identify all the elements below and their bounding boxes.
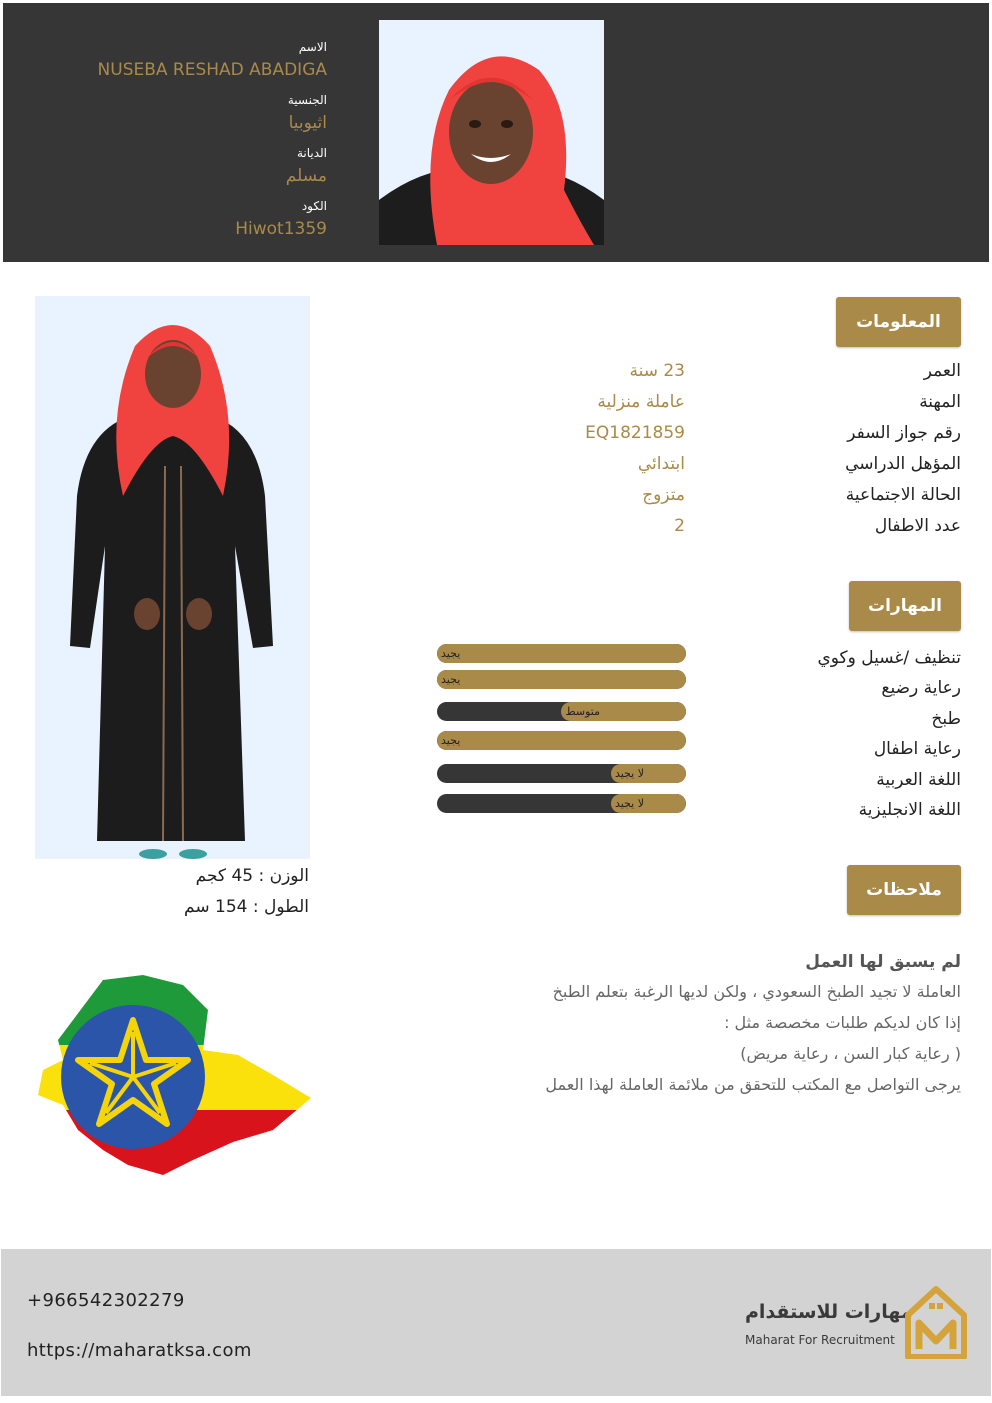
info-value: ابتدائي [637,454,685,474]
skill-label: طبخ [931,709,961,729]
skill-level-text: متوسط [565,705,600,718]
skill-label: رعاية اطفال [873,739,961,759]
info-label: المؤهل الدراسي [845,454,961,474]
skill-level-text: يجيد [441,647,461,660]
info-label: رقم جواز السفر [847,423,961,443]
skill-level-text: يجيد [441,734,461,747]
skill-bar-fill [437,731,686,750]
skill-bar-fill [437,644,686,663]
ethiopia-map-flag-icon [33,970,313,1180]
info-label: الحالة الاجتماعية [845,485,961,505]
info-row-marital [560,485,961,516]
header-fields [3,39,327,251]
nationality-value: اثيوبيا [288,113,327,133]
code-label: الكود [301,199,327,213]
skill-level-text: يجيد [441,673,461,686]
name-label: الاسم [298,40,327,54]
skill-level-text: لا يجيد [614,797,644,810]
skill-bar [437,794,686,813]
info-label: عدد الاطفال [874,516,961,536]
skill-bar [437,702,686,721]
info-row-education [560,454,961,485]
info-value: عاملة منزلية [597,392,685,412]
maharat-logo [743,1285,969,1361]
skill-label: اللغة العربية [876,770,961,790]
notes-section-title: ملاحظات [847,865,961,915]
skill-label: تنظيف /غسيل وكوي [817,648,961,668]
header-banner [3,3,989,262]
skill-bar [437,764,686,783]
religion-label: الديانة [296,146,327,160]
footer [1,1249,991,1396]
skill-label: اللغة الانجليزية [858,800,961,820]
info-value: 23 سنة [629,361,685,381]
skills-section-title: المهارات [849,581,961,631]
portrait-photo [379,20,604,245]
name-value: NUSEBA RESHAD ABADIGA [97,60,327,80]
info-label: العمر [923,361,961,381]
religion-value: مسلم [285,166,327,186]
weight-text: الوزن : 45 كجم [195,866,309,886]
code-value: Hiwot1359 [235,219,327,239]
height-text: الطول : 154 سم [184,897,309,917]
skill-bar [437,670,686,689]
info-row-passport [560,423,961,454]
skill-bar-fill [437,670,686,689]
skill-label: رعاية رضيع [881,678,961,698]
info-section-title: المعلومات [836,297,961,347]
info-value: EQ1821859 [585,423,685,443]
info-row-age [560,361,961,392]
notes-line: ( رعاية كبار السن ، رعاية مريض) [740,1044,961,1063]
full-body-photo [35,296,310,859]
notes-line: يرجى التواصل مع المكتب للتحقق من ملائمة العاملة لهذا العمل [545,1075,961,1094]
skill-bar [437,644,686,663]
phone-number[interactable]: +966542302279 [27,1290,185,1311]
info-row-children [560,516,961,547]
website-link[interactable]: https://maharatksa.com [27,1340,252,1361]
nationality-label: الجنسية [287,93,327,107]
logo-english-text: Maharat For Recruitment [745,1333,895,1347]
skill-bar [437,731,686,750]
info-value: 2 [674,516,685,536]
notes-line: إذا كان لديكم طلبات مخصصة مثل : [724,1013,961,1032]
notes-body [401,949,961,1102]
info-row-profession [560,392,961,423]
notes-line: العاملة لا تجيد الطبخ السعودي ، ولكن لديها الرغبة بتعلم الطبخ [552,982,961,1001]
info-value: متزوج [642,485,685,505]
info-label: المهنة [919,392,961,412]
logo-arabic-text: مهارات للاستقدام [745,1301,913,1323]
skill-level-text: لا يجيد [614,767,644,780]
notes-heading: لم يسبق لها العمل [805,952,961,972]
logo-house-m-icon [905,1285,967,1359]
